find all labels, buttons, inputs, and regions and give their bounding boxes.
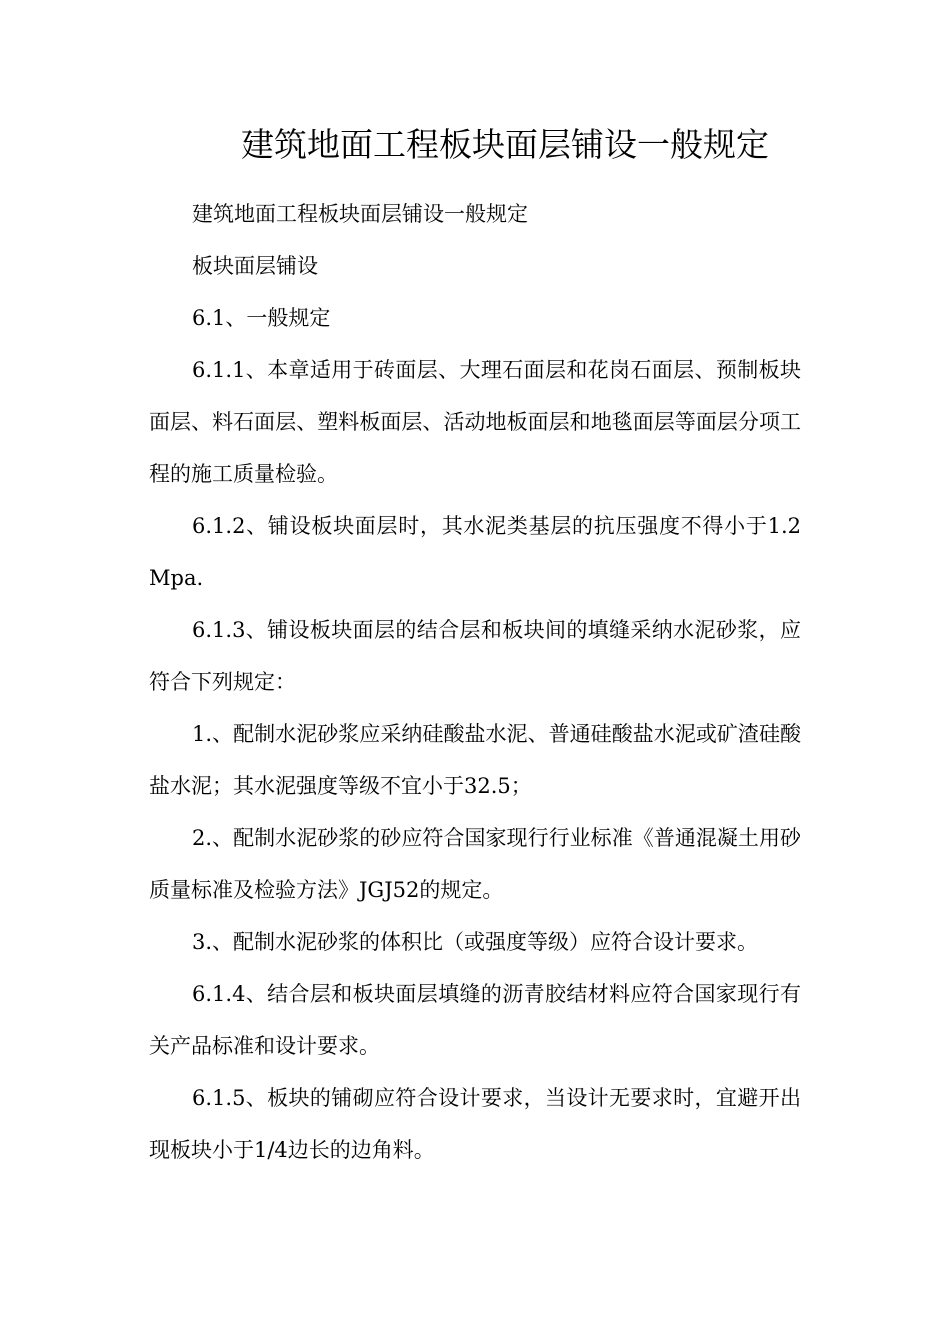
- paragraph-6-1-1: 6.1.1、本章适用于砖面层、大理石面层和花岗石面层、预制板块面层、料石面层、塑料板面层、活动地板面层和地毯面层等面层分项工程的施工质量检验。: [149, 358, 801, 486]
- paragraph-6-1-heading: 6.1、一般规定: [192, 306, 331, 330]
- document-title: 建筑地面工程板块面层铺设一般规定: [241, 125, 769, 164]
- paragraph-subtitle: 建筑地面工程板块面层铺设一般规定: [192, 202, 528, 226]
- paragraph-section-heading: 板块面层铺设: [192, 254, 318, 278]
- document-body: [149, 188, 801, 1176]
- paragraph-6-1-2: 6.1.2、铺设板块面层时，其水泥类基层的抗压强度不得小于1.2Mpa.: [149, 514, 801, 590]
- paragraph-6-1-3: 6.1.3、铺设板块面层的结合层和板块间的填缝采纳水泥砂浆，应符合下列规定：: [149, 618, 801, 694]
- paragraph-item-3: 3.、配制水泥砂浆的体积比（或强度等级）应符合设计要求。: [192, 930, 759, 954]
- paragraph-item-1: 1.、配制水泥砂浆应采纳硅酸盐水泥、普通硅酸盐水泥或矿渣硅酸盐水泥；其水泥强度等级不宜小于32.5；: [149, 722, 801, 798]
- paragraph-6-1-5: 6.1.5、板块的铺砌应符合设计要求，当设计无要求时，宜避开出现板块小于1/4边长的边角料。: [149, 1086, 801, 1162]
- paragraph-item-2: 2.、配制水泥砂浆的砂应符合国家现行行业标准《普通混凝土用砂质量标准及检验方法》JGJ52的规定。: [149, 826, 801, 902]
- paragraph-6-1-4: 6.1.4、结合层和板块面层填缝的沥青胶结材料应符合国家现行有关产品标准和设计要求。: [149, 982, 801, 1058]
